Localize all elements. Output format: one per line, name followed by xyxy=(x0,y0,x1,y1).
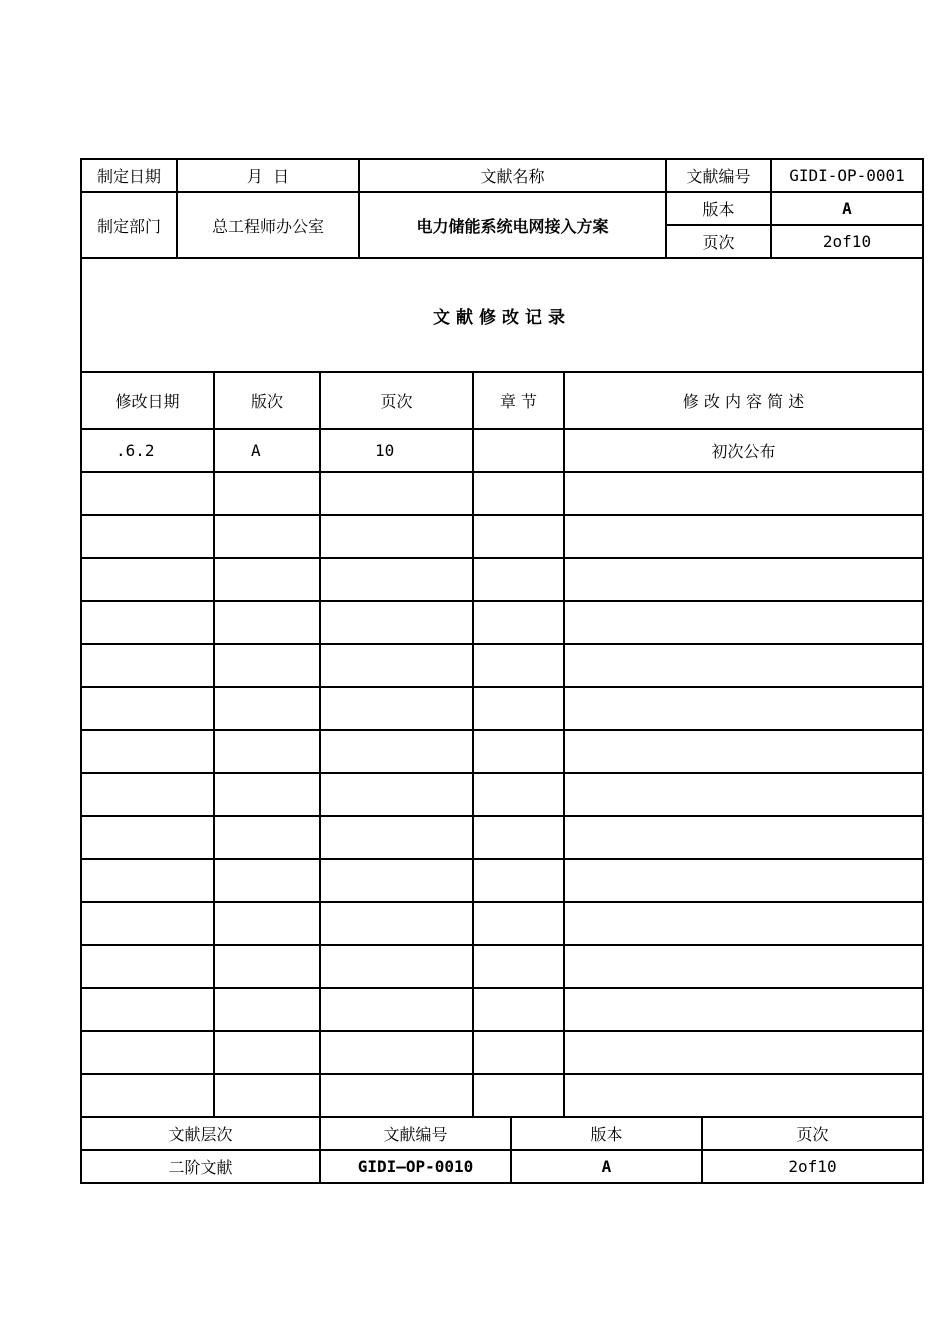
cell-summary xyxy=(564,601,923,644)
col-revision-date: 修改日期 xyxy=(81,372,214,429)
cell-summary xyxy=(564,687,923,730)
cell-revision-date xyxy=(81,859,214,902)
cell-page xyxy=(320,1074,473,1117)
cell-revision-date xyxy=(81,687,214,730)
cell-page xyxy=(320,816,473,859)
cell-section xyxy=(473,558,564,601)
footer-level-value: 二阶文献 xyxy=(81,1150,320,1183)
revision-row xyxy=(81,601,923,644)
cell-summary xyxy=(564,644,923,687)
cell-page xyxy=(320,644,473,687)
col-section: 章 节 xyxy=(473,372,564,429)
cell-summary xyxy=(564,558,923,601)
document-footer-table xyxy=(80,1118,924,1184)
cell-page xyxy=(320,472,473,515)
footer-doc-no-label: 文献编号 xyxy=(320,1118,511,1150)
cell-section xyxy=(473,773,564,816)
revision-rows xyxy=(81,429,923,1117)
cell-revision-date xyxy=(81,730,214,773)
cell-section xyxy=(473,601,564,644)
revision-row xyxy=(81,945,923,988)
cell-edition: A xyxy=(214,429,320,472)
cell-section xyxy=(473,1031,564,1074)
cell-edition xyxy=(214,687,320,730)
cell-edition xyxy=(214,773,320,816)
cell-edition xyxy=(214,558,320,601)
cell-summary xyxy=(564,773,923,816)
cell-revision-date xyxy=(81,1031,214,1074)
cell-edition xyxy=(214,902,320,945)
cell-revision-date xyxy=(81,644,214,687)
cell-section xyxy=(473,730,564,773)
cell-revision-date xyxy=(81,773,214,816)
cell-edition xyxy=(214,644,320,687)
cell-edition xyxy=(214,859,320,902)
cell-section xyxy=(473,1074,564,1117)
footer-doc-no-value: GIDI—OP-0010 xyxy=(320,1150,511,1183)
footer-version-value: A xyxy=(511,1150,702,1183)
cell-revision-date xyxy=(81,472,214,515)
cell-summary xyxy=(564,730,923,773)
cell-revision-date xyxy=(81,902,214,945)
cell-summary xyxy=(564,902,923,945)
page-label: 页次 xyxy=(666,225,771,258)
footer-level-label: 文献层次 xyxy=(81,1118,320,1150)
col-page: 页次 xyxy=(320,372,473,429)
cell-revision-date: .6.2 xyxy=(81,429,214,472)
cell-page xyxy=(320,945,473,988)
cell-revision-date xyxy=(81,601,214,644)
version-label: 版本 xyxy=(666,192,771,225)
revision-row xyxy=(81,515,923,558)
col-edition: 版次 xyxy=(214,372,320,429)
date-label: 制定日期 xyxy=(81,159,177,192)
cell-page xyxy=(320,687,473,730)
cell-section xyxy=(473,816,564,859)
doc-no-value: GIDI-OP-0001 xyxy=(771,159,923,192)
cell-section xyxy=(473,902,564,945)
page-value: 2of10 xyxy=(771,225,923,258)
document-sheet xyxy=(80,158,922,1184)
cell-revision-date xyxy=(81,515,214,558)
cell-edition xyxy=(214,1074,320,1117)
revision-row xyxy=(81,1031,923,1074)
doc-name-label: 文献名称 xyxy=(359,159,666,192)
cell-page xyxy=(320,988,473,1031)
cell-edition xyxy=(214,515,320,558)
cell-summary xyxy=(564,515,923,558)
cell-summary: 初次公布 xyxy=(564,429,923,472)
cell-section xyxy=(473,988,564,1031)
revision-row xyxy=(81,730,923,773)
cell-edition xyxy=(214,730,320,773)
cell-edition xyxy=(214,816,320,859)
cell-section xyxy=(473,945,564,988)
cell-revision-date xyxy=(81,1074,214,1117)
cell-section xyxy=(473,859,564,902)
cell-edition xyxy=(214,988,320,1031)
dept-label: 制定部门 xyxy=(81,192,177,258)
cell-page xyxy=(320,902,473,945)
cell-page: 10 xyxy=(320,429,473,472)
cell-summary xyxy=(564,816,923,859)
cell-page xyxy=(320,773,473,816)
revision-record-table xyxy=(80,259,924,1118)
doc-title: 电力储能系统电网接入方案 xyxy=(359,192,666,258)
cell-summary xyxy=(564,1031,923,1074)
revision-row xyxy=(81,816,923,859)
cell-page xyxy=(320,1031,473,1074)
cell-revision-date xyxy=(81,558,214,601)
cell-page xyxy=(320,730,473,773)
revision-row xyxy=(81,687,923,730)
footer-version-label: 版本 xyxy=(511,1118,702,1150)
cell-revision-date xyxy=(81,945,214,988)
cell-page xyxy=(320,515,473,558)
date-value: 月 日 xyxy=(177,159,359,192)
revision-row xyxy=(81,558,923,601)
cell-section xyxy=(473,472,564,515)
revision-row xyxy=(81,429,923,472)
cell-section xyxy=(473,429,564,472)
cell-edition xyxy=(214,601,320,644)
revision-row xyxy=(81,472,923,515)
cell-summary xyxy=(564,988,923,1031)
cell-section xyxy=(473,515,564,558)
cell-revision-date xyxy=(81,816,214,859)
cell-summary xyxy=(564,859,923,902)
cell-edition xyxy=(214,1031,320,1074)
version-value: A xyxy=(771,192,923,225)
cell-section xyxy=(473,644,564,687)
revision-record-title: 文献修改记录 xyxy=(81,259,923,372)
document-header-table xyxy=(80,158,924,259)
revision-row xyxy=(81,859,923,902)
footer-page-value: 2of10 xyxy=(702,1150,923,1183)
revision-row xyxy=(81,988,923,1031)
dept-value: 总工程师办公室 xyxy=(177,192,359,258)
cell-summary xyxy=(564,472,923,515)
revision-row xyxy=(81,773,923,816)
cell-page xyxy=(320,601,473,644)
revision-row xyxy=(81,1074,923,1117)
revision-row xyxy=(81,644,923,687)
footer-page-label: 页次 xyxy=(702,1118,923,1150)
col-summary: 修 改 内 容 简 述 xyxy=(564,372,923,429)
cell-edition xyxy=(214,945,320,988)
revision-column-headers xyxy=(81,372,923,429)
cell-page xyxy=(320,859,473,902)
revision-row xyxy=(81,902,923,945)
cell-page xyxy=(320,558,473,601)
cell-summary xyxy=(564,945,923,988)
cell-revision-date xyxy=(81,988,214,1031)
cell-edition xyxy=(214,472,320,515)
cell-section xyxy=(473,687,564,730)
doc-no-label: 文献编号 xyxy=(666,159,771,192)
cell-summary xyxy=(564,1074,923,1117)
